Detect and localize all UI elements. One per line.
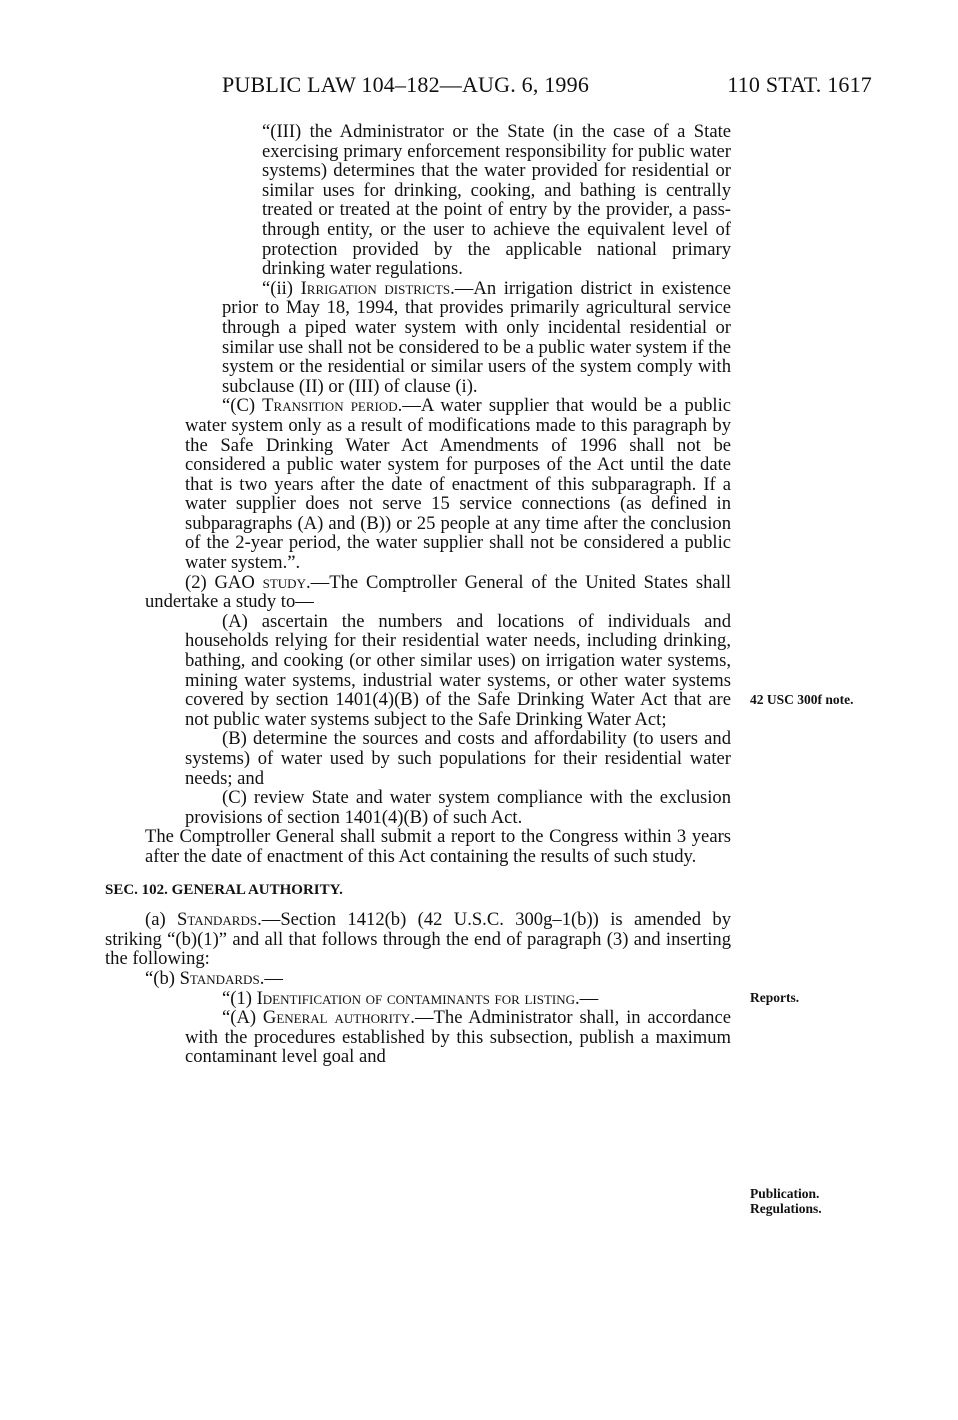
margin-note-publication: Publication.	[750, 1186, 820, 1201]
report-requirement: The Comptroller General shall submit a report to the Congress within 3 years after the date of enactment of this Act containing the results of such study.	[145, 826, 731, 867]
subparagraph-c-heading: Transition period	[262, 395, 398, 417]
clause-ii-heading: Irrigation districts	[300, 277, 451, 299]
subsection-b-heading: Standards	[179, 967, 260, 989]
study-item-b: (B) determine the sources and costs and affordability (to users and systems) of water used by such populations for their residential water needs; and	[185, 728, 731, 789]
section-heading: SEC. 102. GENERAL AUTHORITY.	[105, 881, 343, 898]
study-item-a: (A) ascertain the numbers and locations of individuals and households relying for their residential water needs, including drinking, bathing, and cooking (or other similar uses) on irrigation water systems, mining water systems, industrial water systems, or other water systems covered by section 1401(4)(B) of the Safe Drinking Water Act that are not public water systems subject to the Safe Drinking Water Act;	[185, 610, 731, 730]
subsection-a-standards: (a) Standards.—Section 1412(b) (42 U.S.C. 300g–1(b)) is amended by striking “(b)(1)” and all that follows through the end of paragraph (3) and inserting the following:	[105, 909, 731, 970]
margin-note-reports: Reports.	[750, 990, 800, 1005]
clause-ii-irrigation-districts: “(ii) Irrigation districts.—An irrigation district in existence prior to May 18, 1994, that provides primarily agricultural service through a piped water system with only incidental residential or similar use shall not be considered to be a public water system if the system or the residential or similar users of the system comply with subclause (II) or (III) of clause (i).	[222, 277, 731, 397]
subparagraph-a-general-authority: “(A) General authority.—The Administrator shall, in accordance with the procedures established by this subsection, publish a maximum contaminant level goal and	[185, 1007, 731, 1068]
header-page-number: 110 STAT. 1617	[727, 72, 872, 97]
study-item-c: (C) review State and water system compliance with the exclusion provisions of section 1401(4)(B) of such Act.	[185, 787, 731, 828]
margin-note-regulations: Regulations.	[750, 1201, 822, 1216]
subsection-a-heading: Standards	[176, 909, 258, 931]
subparagraph-a-heading: General authority	[262, 1007, 411, 1029]
paragraph-2-heading: study	[262, 571, 306, 593]
subsection-b-standards: “(b) Standards.—	[145, 967, 283, 989]
document-body	[0, 122, 958, 1067]
subparagraph-c-transition-period: “(C) Transition period.—A water supplier that would be a public water system only as a result of modifications made to this paragraph by the Safe Drinking Water Act Amendments of 1996 shall not be considered a public water system for purposes of the Act until the date that is two years after the date of enactment of this subparagraph. If a water supplier does not serve 15 service connections (as defined in subparagraphs (A) and (B)) or 25 people at any time after the conclusion of the 2-year period, the water supplier shall not be considered a public water system.”.	[185, 395, 731, 574]
running-header	[222, 72, 872, 102]
header-law-citation: PUBLIC LAW 104–182—AUG. 6, 1996	[222, 72, 590, 97]
paragraph-1-heading: Identification of contaminants for listing	[256, 987, 576, 1009]
paragraph-1-identification: “(1) Identification of contaminants for listing.—	[222, 987, 599, 1009]
subclause-iii: “(III) the Administrator or the State (in the case of a State exercising primary enforcement responsibility for public water systems) determines that the water provided for residential or similar uses for drinking, cooking, and bathing is centrally treated or treated at the point of entry by the provider, a pass-through entity, or the user to achieve the equivalent level of protection provided by the applicable national primary drinking water regulations.	[262, 121, 731, 280]
paragraph-2-gao-study: (2) GAO study.—The Comptroller General of the United States shall undertake a study to—	[145, 571, 731, 613]
margin-note-usc: 42 USC 300f note.	[750, 692, 854, 707]
